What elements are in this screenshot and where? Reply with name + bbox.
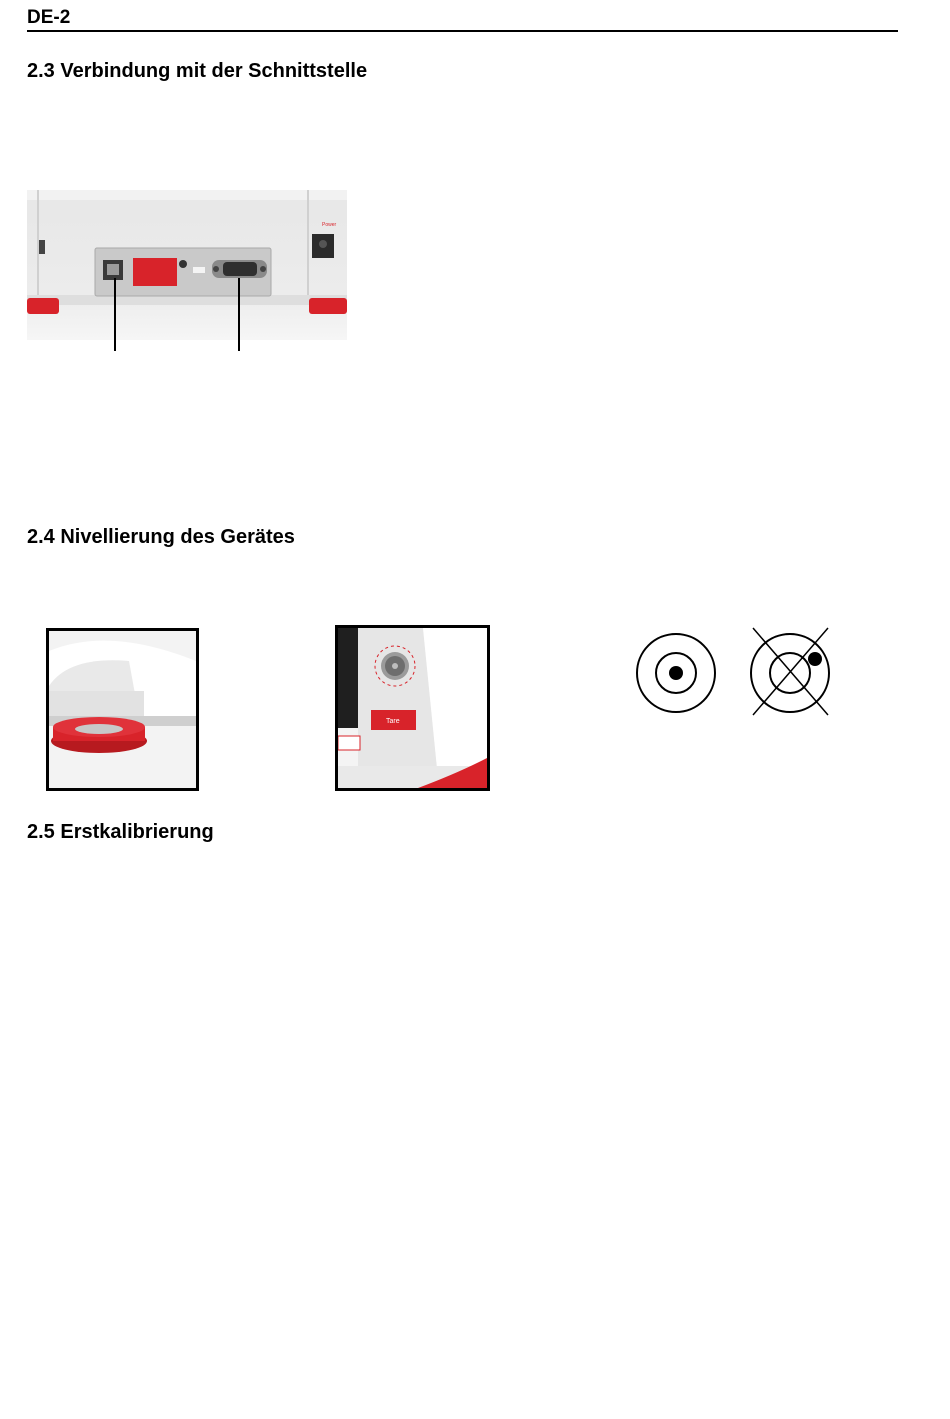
section-title-calibration: 2.5 Erstkalibrierung (27, 821, 214, 843)
foot-right (309, 298, 347, 314)
bubble-incorrect-icon (751, 628, 829, 715)
red-cover (133, 258, 177, 286)
page-number: DE-2 (27, 7, 71, 28)
bubble-correct-icon (637, 634, 715, 712)
section-title-leveling: 2.4 Nivellierung des Gerätes (27, 526, 295, 548)
tare-label: Tare (386, 718, 400, 725)
interface-photo (27, 190, 348, 353)
page-header (27, 6, 898, 32)
level-indicator-photo (335, 625, 490, 791)
power-label: Power (322, 222, 337, 228)
foot-left (27, 298, 59, 314)
leveling-foot-photo (46, 628, 199, 791)
section-title-interface: 2.3 Verbindung mit der Schnittstelle (27, 60, 368, 82)
bubble-diagrams (630, 625, 835, 720)
